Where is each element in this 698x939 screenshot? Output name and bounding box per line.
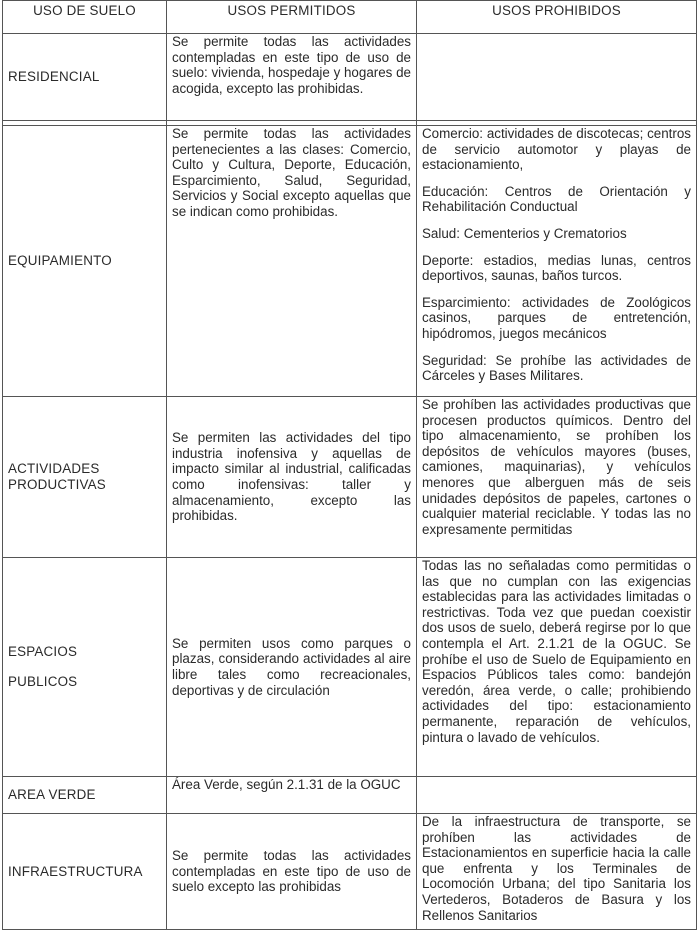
permitted-area-verde: Área Verde, según 2.1.31 de la OGUC bbox=[167, 777, 417, 814]
prohibited-infraestructura: De la infraestructura de transporte, se prohíben las actividades de Estacionamientos en superficie hacia la calle que enfrenta y los Terminales de Locomoción Urbana; del tipo Sanitaria los Vertederos, Botaderos de Basura y los Rellenos Sanitarios bbox=[417, 814, 697, 930]
zone-espacios-publicos bbox=[3, 558, 167, 777]
header-usos-prohibidos: USOS PROHIBIDOS bbox=[417, 1, 697, 34]
zone-espacios-line2: PUBLICOS bbox=[8, 674, 78, 689]
prohibited-equipamiento-esparcimiento: Esparcimiento: actividades de Zoológicos casinos, parques de entretención, hipódromos, juegos mecánicos bbox=[422, 294, 691, 341]
zone-actividades-line1: ACTIVIDADES bbox=[8, 461, 100, 477]
table-row-equipamiento bbox=[3, 126, 697, 397]
header-uso-de-suelo: USO DE SUELO bbox=[3, 1, 167, 34]
zone-infraestructura: INFRAESTRUCTURA bbox=[3, 814, 167, 930]
zone-espacios-line1: ESPACIOS bbox=[8, 644, 78, 660]
header-usos-permitidos: USOS PERMITIDOS bbox=[167, 1, 417, 34]
table-row-residencial bbox=[3, 34, 697, 121]
table-header-row bbox=[3, 1, 697, 34]
table-row-actividades-productivas bbox=[3, 397, 697, 558]
prohibited-area-verde bbox=[417, 777, 697, 814]
table-row-area-verde bbox=[3, 777, 697, 814]
permitted-residencial: Se permite todas las actividades contempladas en este tipo de uso de suelo: vivienda, hospedaje y hogares de acogida, excepto las prohibidas. bbox=[167, 34, 417, 121]
prohibited-espacios-publicos: Todas las no señaladas como permitidas o las que no cumplan con las exigencias establecidas para las actividades limitadas o restrictivas. Toda vez que puedan coexistir dos usos de suelo, deberá regirse por lo que contempla el Art. 2.1.21 de la OGUC. Se prohíbe el uso de Suelo de Equipamiento en Espacios Públicos tales como: bandejón veredón, área verde, o calle; prohibiendo actividades del tipo: estacionamiento permanente, reparación de vehículos, pintura o lavado de vehículos. bbox=[417, 558, 697, 777]
prohibited-residencial bbox=[417, 34, 697, 121]
table-row-infraestructura bbox=[3, 814, 697, 930]
zone-actividades-line2: PRODUCTIVAS bbox=[8, 477, 106, 492]
table-row-espacios-publicos bbox=[3, 558, 697, 777]
land-use-document bbox=[2, 0, 696, 930]
permitted-actividades-productivas: Se permiten las actividades del tipo industria inofensiva y aquellas de impacto similar al industrial, calificadas como inofensivas: taller y almacenamiento, excepto las prohibidas. bbox=[167, 397, 417, 558]
zone-equipamiento: EQUIPAMIENTO bbox=[3, 126, 167, 397]
zone-actividades-productivas bbox=[3, 397, 167, 558]
permitted-infraestructura: Se permite todas las actividades contempladas en este tipo de uso de suelo excepto las prohibidas bbox=[167, 814, 417, 930]
permitted-espacios-publicos: Se permiten usos como parques o plazas, considerando actividades al aire libre tales como recreacionales, deportivas y de circulación bbox=[167, 558, 417, 777]
zone-residencial: RESIDENCIAL bbox=[3, 34, 167, 121]
permitted-equipamiento: Se permite todas las actividades pertenecientes a las clases: Comercio, Culto y Cultura, Deporte, Educación, Esparcimiento, Salud, Seguridad, Servicios y Social excepto aquellas que se indican como prohibidas. bbox=[167, 126, 417, 397]
prohibited-equipamiento bbox=[417, 126, 697, 397]
zone-area-verde: AREA VERDE bbox=[3, 777, 167, 814]
prohibited-equipamiento-comercio: Comercio: actividades de discotecas; centros de servicio automotor y playas de estacionamiento, bbox=[422, 126, 691, 173]
prohibited-actividades-productivas: Se prohíben las actividades productivas que procesen productos químicos. Dentro del tipo almacenamiento, se prohíben los depósitos de vehículos mayores (buses, camiones, maquinarias), y vehículos menores que alberguen más de seis unidades depósitos de papeles, cartones o cualquier material reciclable. Y todas las no expresamente permitidas bbox=[417, 397, 697, 558]
prohibited-equipamiento-seguridad: Seguridad: Se prohíbe las actividades de Cárceles y Bases Militares. bbox=[422, 352, 691, 384]
prohibited-equipamiento-educacion: Educación: Centros de Orientación y Rehabilitación Conductual bbox=[422, 183, 691, 215]
prohibited-equipamiento-salud: Salud: Cementerios y Crematorios bbox=[422, 225, 627, 241]
prohibited-equipamiento-deporte: Deporte: estadios, medias lunas, centros deportivos, saunas, baños turcos. bbox=[422, 252, 691, 284]
land-use-table bbox=[2, 0, 697, 930]
